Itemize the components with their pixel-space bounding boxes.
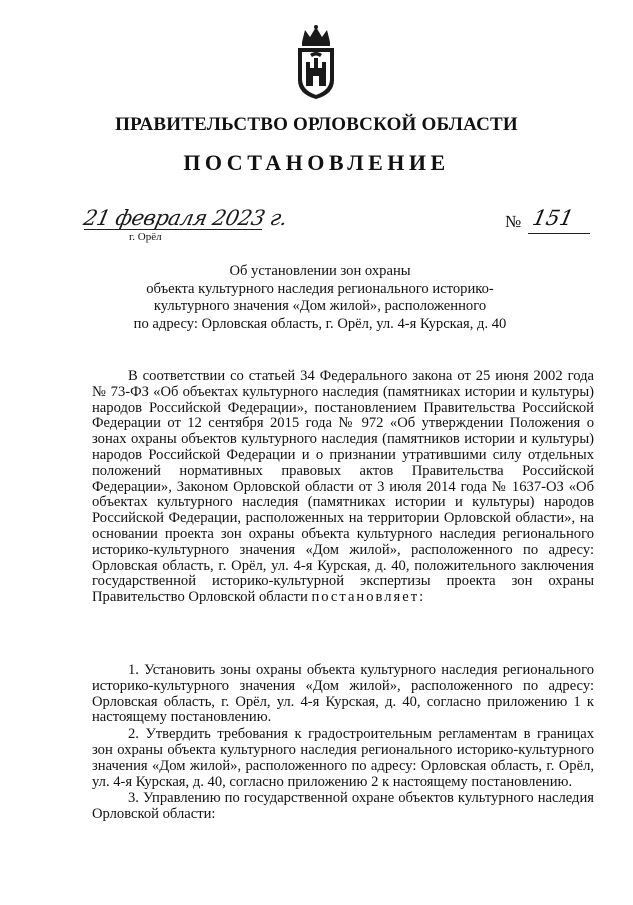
decree-item-1: 1. Установить зоны охраны объекта культурного наследия регионального историко-культурного значения «Дом жилой», расположенного по адресу: Орловская область, г. Орёл, ул. 4-я Курская, д. 40, согласно приложению 1 к настоящему постановлению. <box>92 662 594 726</box>
preamble-text: В соответствии со статьей 34 Федерального закона от 25 июня 2002 года № 73-ФЗ «Об объектах культурного наследия (памятниках истории и культуры) народов Российской Федерации», постановлением Правительства Российской Федерации от 12 сентября 2015 года № 972 «Об утверждении Положения о зонах охраны объектов культурного наследия (памятников истории и культуры) народов Российской Федерации и о признании утратившими силу отдельных положений нормативных правовых актов Правительства Российской Федерации», Законом Орловской области от 3 июля 2014 года № 1637-ОЗ «Об объектах культурного наследия (памятниках истории и культуры) народов Российской Федерации, расположенных на территории Орловской области», на основании проекта зон охраны объекта культурного наследия регионального историко-культурного значения «Дом жилой», расположенного по адресу: Орловская область, г. Орёл, ул. 4-я Курская, д. 40, положительного заключения государственной историко-культурной экспертизы проекта зон охраны Правительство Орловской области <box>92 368 594 606</box>
decree-item-2: 2. Утвердить требования к градостроительным регламентам в границах зон охраны объекта культурного наследия регионального историко-культурного значения «Дом жилой», расположенного по адресу: Орловская область, г. Орёл, ул. 4-я Курская, д. 40, согласно приложению 2 к настоящему постановлению. <box>92 726 594 790</box>
document-type-title: ПОСТАНОВЛЕНИЕ <box>183 150 450 175</box>
coat-of-arms-emblem <box>294 24 338 100</box>
handwritten-date: 21 февраля 2023 г. <box>81 206 290 230</box>
decree-title <box>100 263 540 333</box>
decree-items <box>92 663 594 823</box>
title-line: по адресу: Орловская область, г. Орёл, ул. 4-я Курская, д. 40 <box>133 315 507 332</box>
title-line: культурного значения «Дом жилой», расположенного <box>153 298 487 314</box>
government-name: ПРАВИТЕЛЬСТВО ОРЛОВСКОЙ ОБЛАСТИ <box>115 114 518 135</box>
title-line: объекта культурного наследия регионального историко- <box>146 280 494 297</box>
number-underline <box>528 233 590 234</box>
preamble-paragraph <box>92 369 594 606</box>
number-label: № <box>505 212 522 231</box>
decree-item-3: 3. Управлению по государственной охране объектов культурного наследия Орловской области: <box>92 790 594 823</box>
date-underline <box>84 229 262 230</box>
resolve-word: постановляет: <box>311 589 426 606</box>
city-label: г. Орёл <box>129 231 162 243</box>
title-line: Об установлении зон охраны <box>229 263 411 279</box>
handwritten-number: 151 <box>530 206 576 230</box>
